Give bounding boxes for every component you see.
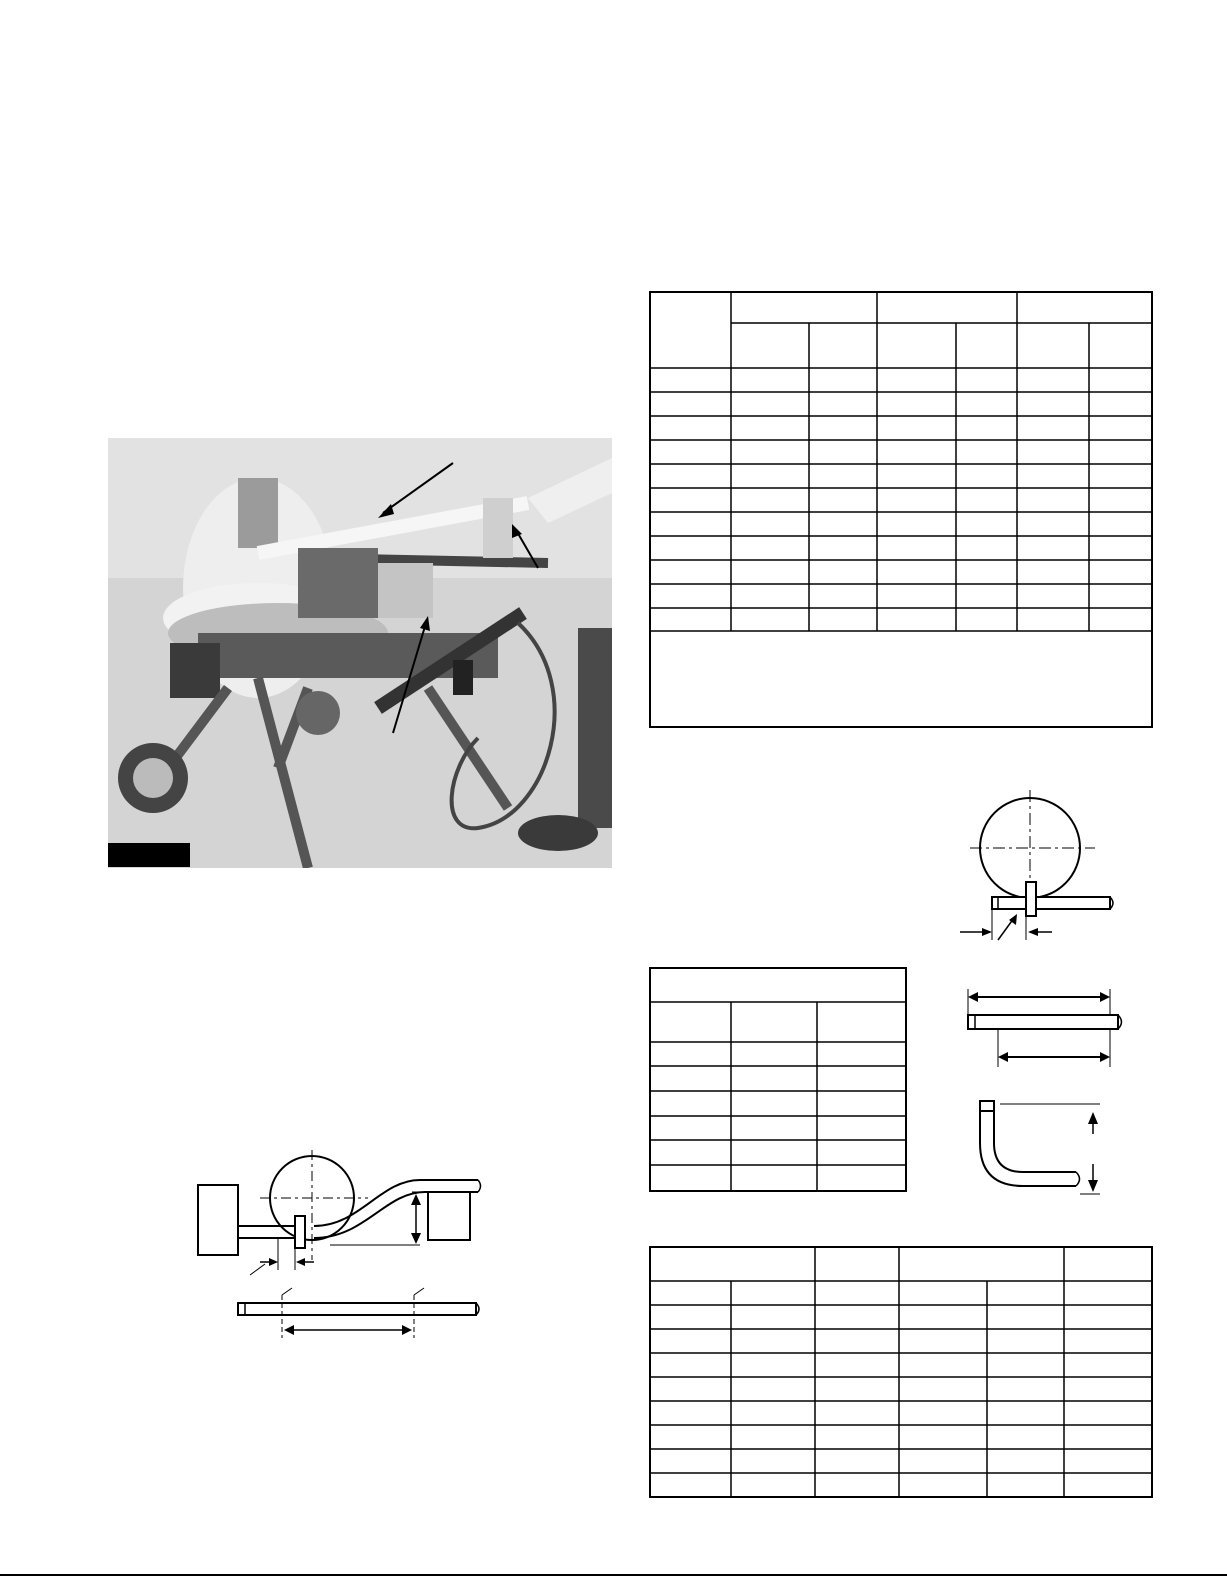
figure-label-tag: [108, 843, 190, 867]
offset-bend-diagram: [190, 1150, 490, 1340]
footer-rule: [0, 1574, 1227, 1576]
spec-table-mid: [649, 967, 907, 1192]
ninety-degree-bend-diagram: [968, 1098, 1118, 1208]
pipe-bender-photo: [108, 438, 612, 868]
gain-measure-diagram: [950, 790, 1120, 950]
straight-length-diagram: [960, 985, 1130, 1075]
spec-table-bottom: [649, 1246, 1153, 1498]
spec-table-top: [649, 291, 1153, 728]
